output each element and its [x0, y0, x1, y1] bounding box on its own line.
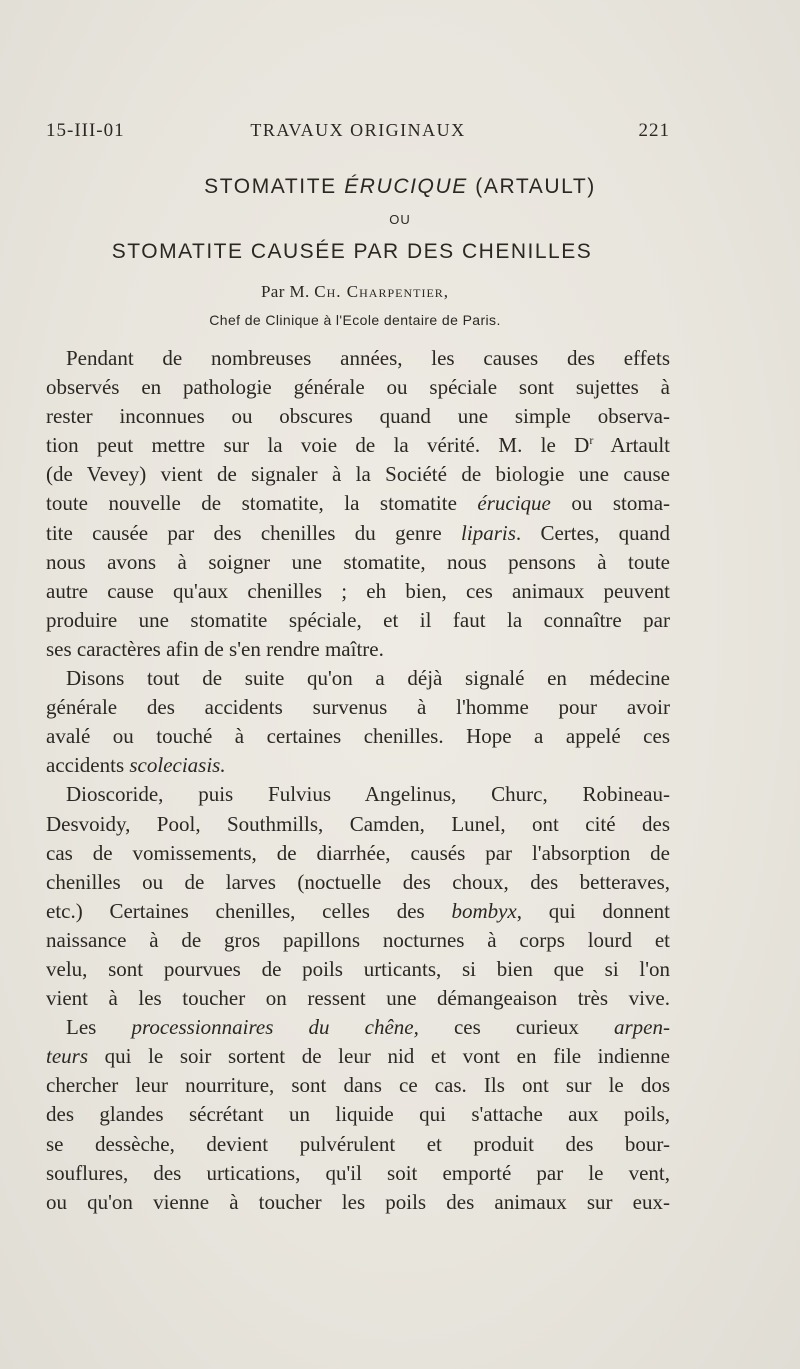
text-line: chercher leur nourriture, sont dans ce cas. Ils ont sur le dos — [46, 1073, 670, 1098]
issue-date: 15-III-01 — [46, 120, 125, 141]
italic-term: scoleciasis. — [129, 753, 226, 778]
byline — [0, 282, 710, 302]
text-line: des glandes sécrétant un liquide qui s'attache aux poils, — [46, 1102, 670, 1127]
italic-term: bombyx — [451, 898, 517, 923]
author-name: Ch. Charpentier, — [314, 282, 450, 301]
text-line: observés en pathologie générale ou spéciale sont sujettes à — [46, 375, 670, 400]
text-line — [46, 519, 670, 548]
text-line — [46, 431, 670, 460]
italic-term: teurs — [46, 1044, 88, 1069]
text-run: ou stoma- — [550, 491, 671, 516]
text-line: autre cause qu'aux chenilles ; eh bien, ces animaux peuvent — [46, 578, 670, 603]
text-line: produire une stomatite spéciale, et il faut la connaître par — [46, 607, 670, 632]
page-number: 221 — [638, 120, 670, 141]
text-line: Disons tout de suite qu'on a déjà signalé en médecine — [66, 666, 670, 691]
text-line: velu, sont pourvues de poils urticants, si bien que si l'on — [46, 956, 670, 981]
text-line: chenilles ou de larves (noctuelle des choux, des betteraves, — [46, 869, 670, 894]
text-line — [46, 751, 670, 780]
text-run: , qui donnent — [516, 898, 670, 923]
italic-term: érucique — [477, 491, 551, 516]
text-run: Artault — [593, 433, 670, 458]
byline-prefix: Par M. — [260, 282, 315, 301]
text-line — [46, 1042, 670, 1071]
text-line: générale des accidents survenus à l'homme pour avoir — [46, 695, 670, 720]
section-title: TRAVAUX ORIGINAUX — [250, 120, 466, 140]
title-conjunction: OU — [389, 212, 411, 227]
text-line: ses caractères afin de s'en rendre maître. — [46, 636, 384, 661]
text-line: vient à les toucher on ressent une démangeaison très vive. — [46, 986, 670, 1011]
superscript: r — [589, 433, 594, 448]
text-line: rester inconnues ou obscures quand une simple observa- — [46, 404, 670, 429]
title-text: STOMATITE — [204, 175, 345, 198]
running-head — [46, 120, 670, 146]
text-run: ces curieux — [418, 1015, 614, 1040]
text-line: Dioscoride, puis Fulvius Angelinus, Churc, Robineau- — [66, 782, 670, 807]
author-affiliation: Chef de Clinique à l'Ecole dentaire de Paris. — [209, 312, 501, 328]
text-run: toute nouvelle de stomatite, la stomatite — [46, 491, 478, 516]
text-line — [46, 897, 670, 926]
text-run: Les — [66, 1015, 132, 1040]
article-subtitle: STOMATITE CAUSÉE PAR DES CHENILLES — [111, 240, 593, 263]
text-line: naissance à de gros papillons nocturnes à corps lourd et — [46, 927, 670, 952]
text-line — [46, 489, 670, 518]
text-run: qui le soir sortent de leur nid et vont en file indienne — [88, 1044, 670, 1069]
italic-term: liparis — [461, 520, 516, 545]
text-line: nous avons à soigner une stomatite, nous pensons à toute — [46, 549, 670, 574]
text-line: se dessèche, devient pulvérulent et produit des bour- — [46, 1131, 670, 1156]
italic-term: arpen- — [614, 1015, 670, 1040]
article-title — [0, 175, 800, 199]
text-line: ou qu'on vienne à toucher les poils des animaux sur eux- — [46, 1189, 670, 1214]
text-line: avalé ou touché à certaines chenilles. Hope a appelé ces — [46, 724, 670, 749]
text-line: souflures, des urtications, qu'il soit emporté par le vent, — [46, 1160, 670, 1185]
text-line: Desvoidy, Pool, Southmills, Camden, Lunel, ont cité des — [46, 811, 670, 836]
article-body — [46, 344, 670, 1217]
italic-term: processionnaires du chêne, — [131, 1015, 419, 1040]
title-author: (ARTAULT) — [467, 175, 596, 198]
title-italic: ÉRUCIQUE — [344, 175, 468, 198]
text-run: accidents — [46, 753, 130, 778]
text-run: tion peut mettre sur la voie de la vérité. M. le D — [46, 433, 590, 458]
text-line: cas de vomissements, de diarrhée, causés par l'absorption de — [46, 840, 670, 865]
text-run: etc.) Certaines chenilles, celles des — [46, 898, 452, 923]
text-line: Pendant de nombreuses années, les causes des effets — [66, 346, 670, 370]
text-run: tite causée par des chenilles du genre — [46, 520, 462, 545]
text-line: (de Vevey) vient de signaler à la Société de biologie une cause — [46, 462, 670, 487]
text-run: . Certes, quand — [515, 520, 670, 545]
text-line — [46, 1013, 670, 1042]
